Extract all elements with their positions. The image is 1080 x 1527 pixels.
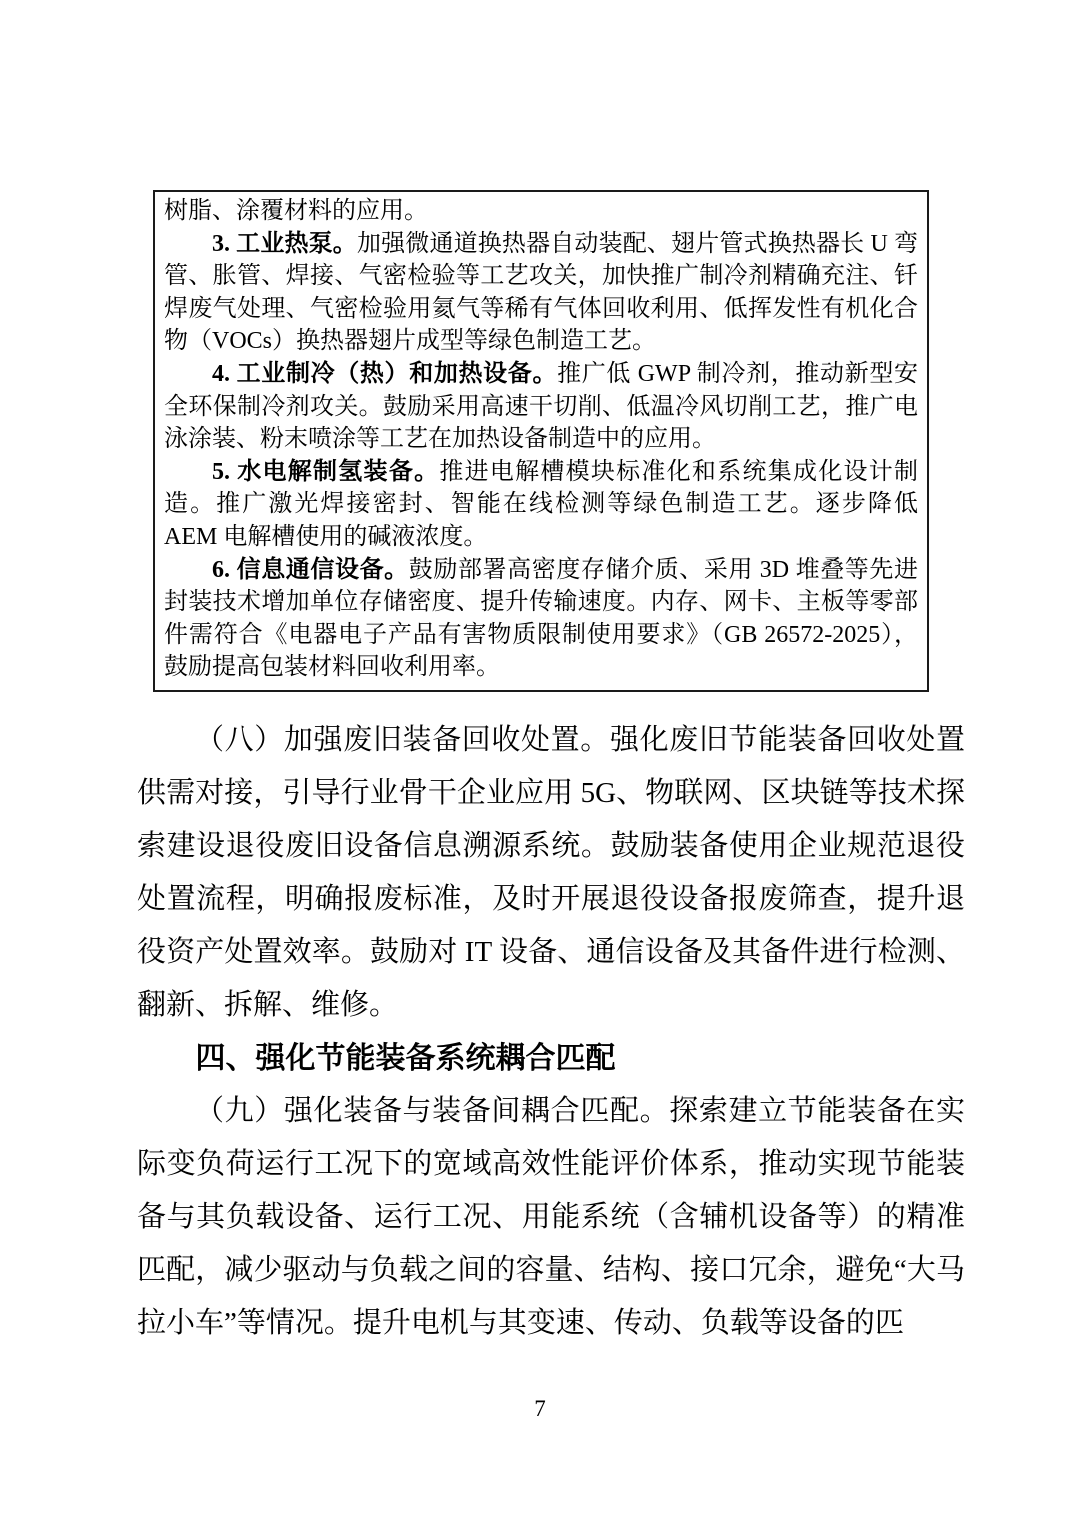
page-number: 7 bbox=[534, 1396, 546, 1421]
item-5-lead: 5. 水电解制氢装备。 bbox=[212, 458, 440, 485]
paragraph-9: （九）强化装备与装备间耦合匹配。探索建立节能装备在实际变负荷运行工况下的宽域高效性能评价体系，推动实现节能装备与其负载设备、运行工况、用能系统（含辅机设备等）的精准匹配，减少驱动与负载之间的容量、结构、接口冗余，避免“大马拉小车”等情况。提升电机与其变速、传动、负载等设备的匹 bbox=[137, 1094, 965, 1339]
paragraph-text: 树脂、涂覆材料的应用。 bbox=[164, 198, 428, 224]
paragraph-text: 推广低 GWP 制冷剂，推动新型安全环保制冷剂攻关。鼓励采用高速干切削、低温冷风切削工艺，推广电泳涂装、粉末喷涂等工艺在加热设备制造中的应用。 bbox=[164, 360, 918, 453]
box-paragraph-item-5 bbox=[164, 456, 918, 554]
item-4-lead: 4. 工业制冷（热）和加热设备。 bbox=[212, 360, 558, 387]
item-3-lead: 3. 工业热泵。 bbox=[212, 230, 357, 257]
paragraph-text: 加强微通道换热器自动装配、翅片管式换热器长 U 弯管、胀管、焊接、气密检验等工艺攻关，加快推广制冷剂精确充注、钎焊废气处理、气密检验用氦气等稀有气体回收利用、低挥发性有机化合物（VOCs）换热器翅片成型等绿色制造工艺。 bbox=[164, 230, 918, 355]
box-paragraph-continuation bbox=[164, 195, 918, 228]
provisions-box bbox=[153, 190, 929, 692]
box-paragraph-item-6 bbox=[164, 554, 918, 684]
paragraph-text: 推进电解槽模块标准化和系统集成化设计制造。推广激光焊接密封、智能在线检测等绿色制造工艺。逐步降低 AEM 电解槽使用的碱液浓度。 bbox=[164, 458, 919, 550]
page-content bbox=[137, 190, 965, 1350]
box-paragraph-item-4 bbox=[164, 358, 918, 456]
paragraph-8: （八）加强废旧装备回收处置。强化废旧节能装备回收处置供需对接，引导行业骨干企业应用 5G、物联网、区块链等技术探索建设退役废旧设备信息溯源系统。鼓励装备使用企业规范退役处置流程，明确报废标准，及时开展退役设备报废筛查，提升退役资产处置效率。鼓励对 IT 设备、通信设备及其备件进行检测、翻新、拆解、维修。 bbox=[137, 723, 965, 1021]
section-4-heading: 四、强化节能装备系统耦合匹配 bbox=[195, 1041, 616, 1075]
box-paragraph-item-3 bbox=[164, 228, 918, 358]
paragraph-text: 鼓励部署高密度存储介质、采用 3D 堆叠等先进封装技术增加单位存储密度、提升传输速度。内存、网卡、主板等零部件需符合《电器电子产品有害物质限制使用要求》（GB 26572-2025），鼓励提高包装材料回收利用率。 bbox=[164, 556, 918, 681]
item-6-lead: 6. 信息通信设备。 bbox=[212, 556, 409, 583]
